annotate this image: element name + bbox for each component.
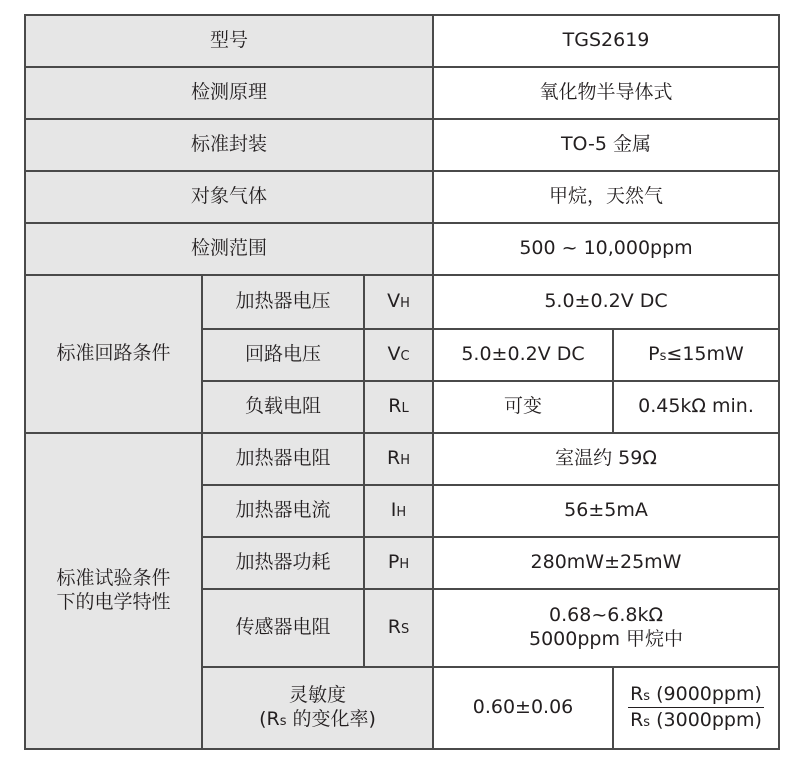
param-symbol: RL (364, 381, 433, 433)
param-symbol: PH (364, 537, 433, 589)
param-symbol: RH (364, 433, 433, 485)
param-value: 0.68~6.8kΩ 5000ppm 甲烷中 (433, 589, 779, 667)
param-value: 56±5mA (433, 485, 779, 537)
row-label-target-gas: 对象气体 (25, 171, 433, 223)
param-name: 加热器电压 (202, 275, 364, 329)
param-name: 传感器电阻 (202, 589, 364, 667)
param-value: 室温约 59Ω (433, 433, 779, 485)
row-label-principle: 检测原理 (25, 67, 433, 119)
param-value: 5.0±0.2V DC (433, 275, 779, 329)
group-label-electrical: 标准试验条件 下的电学特性 (25, 433, 202, 749)
param-symbol: RS (364, 589, 433, 667)
row-label-range: 检测范围 (25, 223, 433, 275)
ratio-numerator: Rs (9000ppm) (628, 683, 764, 708)
table-row (25, 171, 779, 223)
param-note: Ps≤15mW (613, 329, 779, 381)
param-value: 5.0±0.2V DC (433, 329, 613, 381)
row-value-principle: 氧化物半导体式 (433, 67, 779, 119)
ratio-denominator: Rs (3000ppm) (630, 709, 762, 732)
row-value-model: TGS2619 (433, 15, 779, 67)
param-symbol: VH (364, 275, 433, 329)
param-value: 280mW±25mW (433, 537, 779, 589)
param-name: 负载电阻 (202, 381, 364, 433)
spec-table (24, 14, 780, 750)
sensitivity-ratio (613, 667, 779, 749)
table-row (25, 67, 779, 119)
table-row (25, 15, 779, 67)
param-name: 加热器电流 (202, 485, 364, 537)
row-value-package: TO-5 金属 (433, 119, 779, 171)
param-symbol: IH (364, 485, 433, 537)
param-name-sensitivity: 灵敏度 (Rs 的变化率) (202, 667, 433, 749)
table-row (25, 119, 779, 171)
ratio-fraction (628, 683, 764, 732)
table-row (25, 433, 779, 485)
row-value-target-gas: 甲烷，天然气 (433, 171, 779, 223)
param-symbol: VC (364, 329, 433, 381)
group-label-circuit: 标准回路条件 (25, 275, 202, 433)
row-label-package: 标准封装 (25, 119, 433, 171)
table-row (25, 275, 779, 329)
table-row (25, 223, 779, 275)
param-name: 加热器功耗 (202, 537, 364, 589)
row-label-model: 型号 (25, 15, 433, 67)
param-value: 0.60±0.06 (433, 667, 613, 749)
param-name: 加热器电阻 (202, 433, 364, 485)
param-value: 可变 (433, 381, 613, 433)
param-note: 0.45kΩ min. (613, 381, 779, 433)
param-name: 回路电压 (202, 329, 364, 381)
row-value-range: 500 ~ 10,000ppm (433, 223, 779, 275)
